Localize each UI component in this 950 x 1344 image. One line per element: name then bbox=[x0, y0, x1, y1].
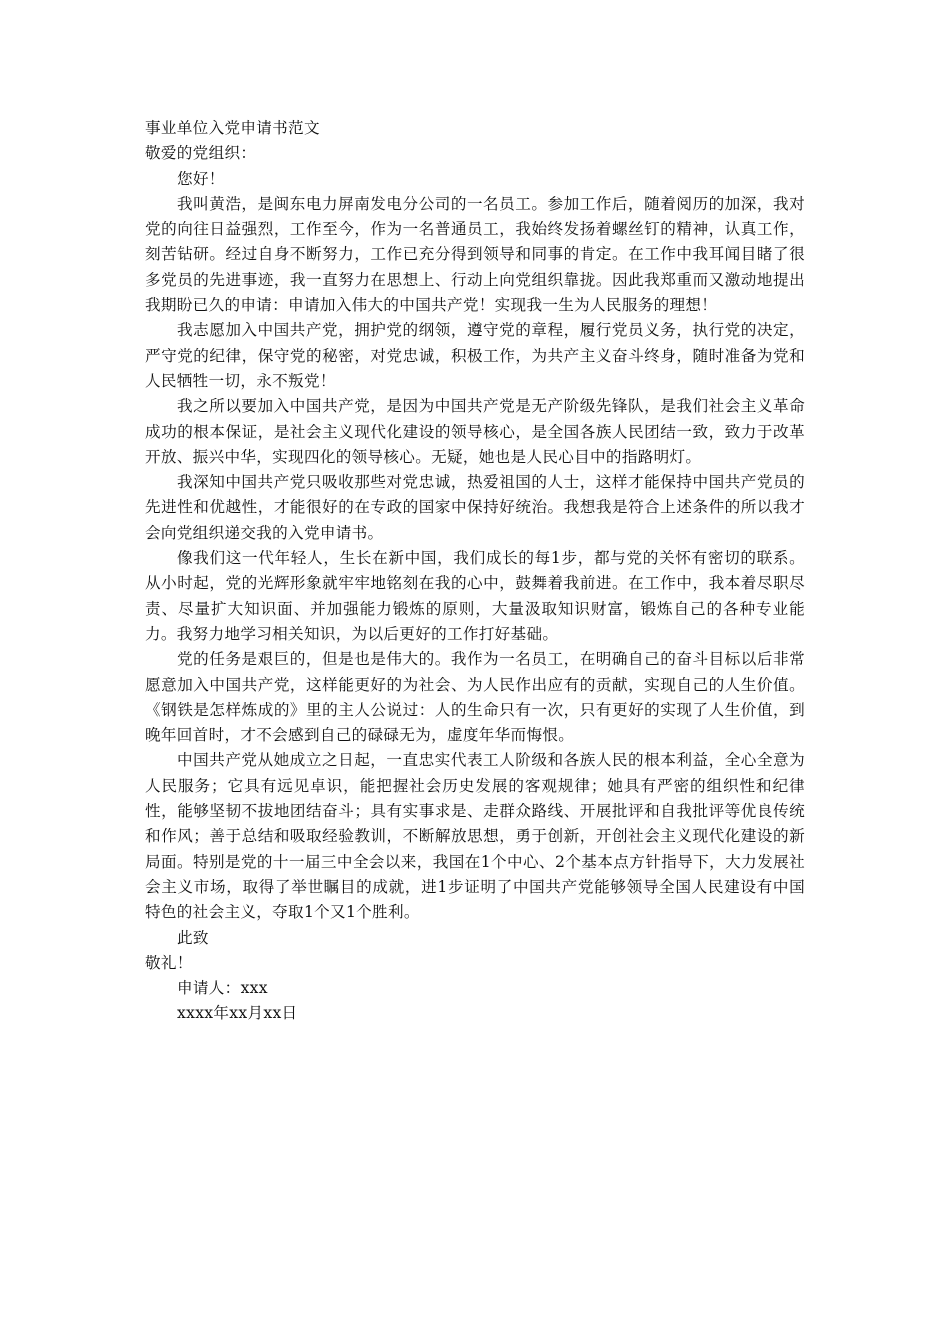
paragraph-reason: 我之所以要加入中国共产党，是因为中国共产党是无产阶级先锋队，是我们社会主义革命成功的根本保证，是社会主义现代化建设的领导核心，是全国各族人民团结一致，致力于改革开放、振兴中华，实现四化的领导核心。无疑，她也是人民心目中的指路明灯。 bbox=[145, 397, 805, 466]
salutation: 敬爱的党组织： bbox=[145, 144, 257, 163]
closing-line-1: 此致 bbox=[177, 928, 209, 947]
application-date: xxxx年xx月xx日 bbox=[177, 1004, 298, 1023]
paragraph-growth: 像我们这一代年轻人，生长在新中国，我们成长的每1步，都与党的关怀有密切的联系。从小时起，党的光辉形象就牢牢地铭刻在我的心中，鼓舞着我前进。在工作中，我本着尽职尽责、尽量扩大知识面、并加强能力锻炼的原则，大量汲取知识财富，锻炼自己的各种专业能力。我努力地学习相关知识，为以后更好的工作打好基础。 bbox=[145, 549, 805, 643]
applicant-signature: 申请人：xxx bbox=[177, 979, 268, 998]
paragraph-introduction: 我叫黄浩，是闽东电力屏南发电分公司的一名员工。参加工作后，随着阅历的加深，我对党的向往日益强烈，工作至今，作为一名普通员工，我始终发扬着螺丝钉的精神，认真工作，刻苦钻研。经过自身不断努力，工作已充分得到领导和同事的肯定。在工作中我耳闻目睹了很多党员的先进事迹，我一直努力在思想上、行动上向党组织靠拢。因此我郑重而又激动地提出我期盼已久的申请：申请加入伟大的中国共产党！实现我一生为人民服务的理想！ bbox=[145, 194, 805, 315]
paragraph-pledge: 我志愿加入中国共产党，拥护党的纲领，遵守党的章程，履行党员义务，执行党的决定，严守党的纪律，保守党的秘密，对党忠诚，积极工作，为共产主义奋斗终身，随时准备为党和人民牺牲一切，永不叛党！ bbox=[145, 321, 805, 390]
closing-line-2: 敬礼！ bbox=[145, 953, 193, 972]
document-page bbox=[145, 116, 805, 1027]
paragraph-party-character: 中国共产党从她成立之日起，一直忠实代表工人阶级和各族人民的根本利益，全心全意为人民服务；它具有远见卓识，能把握社会历史发展的客观规律；她具有严密的组织性和纪律性，能够坚韧不拔地团结奋斗；具有实事求是、走群众路线、开展批评和自我批评等优良传统和作风；善于总结和吸取经验教训，不断解放思想，勇于创新，开创社会主义现代化建设的新局面。特别是党的十一届三中全会以来，我国在1个中心、2个基本点方针指导下，大力发展社会主义市场，取得了举世瞩目的成就，进1步证明了中国共产党能够领导全国人民建设有中国特色的社会主义，夺取1个又1个胜利。 bbox=[145, 751, 805, 922]
document-title: 事业单位入党申请书范文 bbox=[145, 119, 320, 137]
paragraph-life-value: 党的任务是艰巨的，但是也是伟大的。我作为一名员工，在明确自己的奋斗目标以后非常愿意加入中国共产党，这样能更好的为社会、为人民作出应有的贡献，实现自己的人生价值。《钢铁是怎样炼成的》里的主人公说过：人的生命只有一次，只有更好的实现了人生价值，到晚年回首时，才不会感到自己的碌碌无为，虚度年华而悔恨。 bbox=[145, 650, 805, 745]
paragraph-qualification: 我深知中国共产党只吸收那些对党忠诚，热爱祖国的人士，这样才能保持中国共产党员的先进性和优越性，才能很好的在专政的国家中保持好统治。我想我是符合上述条件的所以我才会向党组织递交我的入党申请书。 bbox=[145, 473, 805, 542]
greeting: 您好！ bbox=[177, 169, 225, 188]
